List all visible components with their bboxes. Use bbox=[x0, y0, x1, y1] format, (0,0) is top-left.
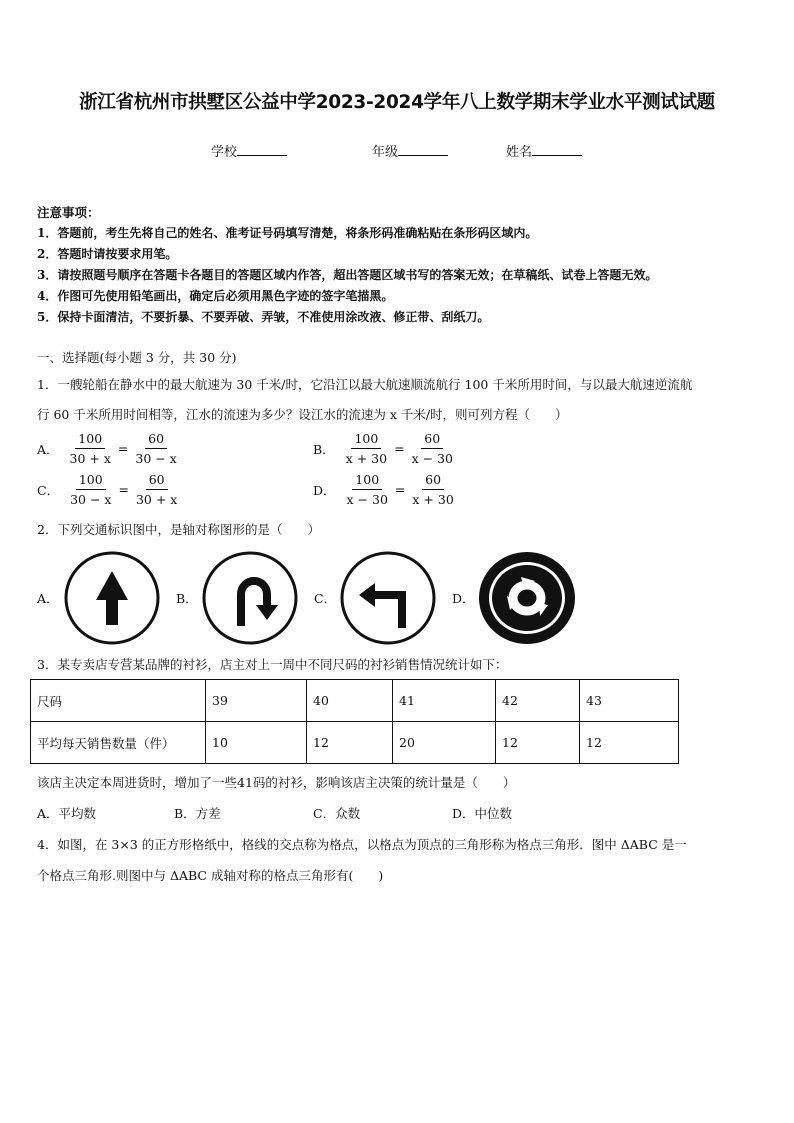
note-item: 2．答题时请按要求用笔。 bbox=[37, 247, 178, 261]
table-cell: 42 bbox=[496, 680, 580, 722]
table-cell: 39 bbox=[206, 680, 307, 722]
school-field bbox=[211, 141, 287, 160]
table-cell: 12 bbox=[496, 722, 580, 764]
q2-option-b-label: B． bbox=[176, 591, 198, 606]
question-3-text: 3．某专卖店专营某品牌的衬衫，店主对上一周中不同尺码的衬衫销售情况统计如下： bbox=[37, 657, 508, 672]
fraction: $\frac{60}{30 - x}$ bbox=[135, 431, 177, 466]
table-cell: 41 bbox=[393, 680, 496, 722]
table-cell: 尺码 bbox=[31, 680, 206, 722]
question-4-line-1: 4．如图，在 3×3 的正方形格纸中，格线的交点称为格点，以格点为顶点的三角形称为格点三角形．图中 ΔABC 是一 bbox=[37, 837, 687, 852]
note-item: 4．作图可先使用铅笔画出，确定后必须用黑色字迹的签字笔描黑。 bbox=[37, 289, 394, 303]
section-heading: 一、选择题(每小题 3 分，共 30 分) bbox=[37, 350, 237, 365]
straight-arrow-sign-icon bbox=[63, 550, 161, 646]
fraction: $\frac{60}{x + 30}$ bbox=[412, 472, 454, 507]
name-label: 姓名 bbox=[506, 145, 533, 160]
notes-heading: 注意事项： bbox=[37, 205, 100, 220]
grade-blank bbox=[398, 143, 448, 156]
note-item: 3．请按照题号顺序在答题卡各题目的答题区域内作答，超出答题区域书写的答案无效；在草稿纸、试卷上答题无效。 bbox=[37, 268, 658, 282]
table-cell: 43 bbox=[580, 680, 679, 722]
fraction: $\frac{60}{x - 30}$ bbox=[411, 431, 453, 466]
q3-option-b: B．方差 bbox=[174, 806, 221, 821]
u-turn-sign-icon bbox=[201, 550, 299, 646]
page-title: 浙江省杭州市拱墅区公益中学2023-2024学年八上数学期末学业水平测试试题 bbox=[79, 92, 715, 113]
fraction: $\frac{100}{x + 30}$ bbox=[345, 431, 388, 466]
table-cell: 40 bbox=[307, 680, 393, 722]
question-4-line-2: 个格点三角形.则图中与 ΔABC 成轴对称的格点三角形有( ) bbox=[37, 868, 384, 883]
option-label: B． bbox=[313, 441, 335, 457]
table-cell: 12 bbox=[580, 722, 679, 764]
question-1-line-2: 行 60 千米所用时间相等，江水的流速为多少？设江水的流速为 x 千米/时，则可列方程（ ） bbox=[37, 407, 568, 422]
table-cell: 10 bbox=[206, 722, 307, 764]
q3-option-c: C．众数 bbox=[313, 806, 361, 821]
school-blank bbox=[237, 143, 287, 156]
q2-option-c-label: C． bbox=[314, 591, 337, 606]
q3-option-d: D．中位数 bbox=[452, 806, 513, 821]
q1-option-a: A． $\frac{100}{30 + x}$ = $\frac{60}{30 - x}$ bbox=[37, 431, 180, 466]
q1-option-b: B． $\frac{100}{x + 30}$ = $\frac{60}{x - 30}$ bbox=[313, 431, 456, 466]
size-sales-table bbox=[30, 679, 679, 764]
question-3-prompt: 该店主决定本周进货时，增加了一些41码的衬衫，影响该店主决策的统计量是（ ） bbox=[37, 775, 516, 790]
table-row bbox=[31, 722, 679, 764]
fraction: $\frac{100}{x - 30}$ bbox=[346, 472, 388, 507]
note-item: 1．答题前，考生先将自己的姓名、准考证号码填写清楚，将条形码准确粘贴在条形码区域内。 bbox=[37, 226, 538, 240]
school-label: 学校 bbox=[211, 145, 238, 160]
grade-field bbox=[372, 141, 448, 160]
question-1-line-1: 1．一艘轮船在静水中的最大航速为 30 千米/时，它沿江以最大航速顺流航行 100 千米所用时间，与以最大航速逆流航 bbox=[37, 377, 693, 392]
q2-option-d-label: D． bbox=[452, 591, 475, 606]
table-row bbox=[31, 680, 679, 722]
q2-option-a-label: A． bbox=[37, 591, 59, 606]
note-item: 5．保持卡面清洁，不要折暴、不要弄破、弄皱，不准使用涂改液、修正带、刮纸刀。 bbox=[37, 310, 490, 324]
question-2-text: 2．下列交通标识图中，是轴对称图形的是（ ） bbox=[37, 522, 320, 537]
option-label: A． bbox=[37, 441, 59, 457]
fraction: $\frac{100}{30 - x}$ bbox=[70, 472, 112, 507]
table-cell: 平均每天销售数量（件） bbox=[31, 722, 206, 764]
q3-option-a: A．平均数 bbox=[37, 806, 97, 821]
option-label: C． bbox=[37, 482, 60, 498]
name-blank bbox=[532, 143, 582, 156]
option-label: D． bbox=[313, 482, 336, 498]
roundabout-sign-icon bbox=[477, 550, 577, 646]
grade-label: 年级 bbox=[372, 145, 399, 160]
left-turn-sign-icon bbox=[339, 550, 437, 646]
name-field bbox=[506, 141, 582, 160]
table-cell: 12 bbox=[307, 722, 393, 764]
table-cell: 20 bbox=[393, 722, 496, 764]
q1-option-d: D． $\frac{100}{x - 30}$ = $\frac{60}{x + 30}$ bbox=[313, 472, 457, 507]
fraction: $\frac{100}{30 + x}$ bbox=[69, 431, 111, 466]
q1-option-c: C． $\frac{100}{30 - x}$ = $\frac{60}{30 + x}$ bbox=[37, 472, 180, 507]
fraction: $\frac{60}{30 + x}$ bbox=[135, 472, 178, 507]
